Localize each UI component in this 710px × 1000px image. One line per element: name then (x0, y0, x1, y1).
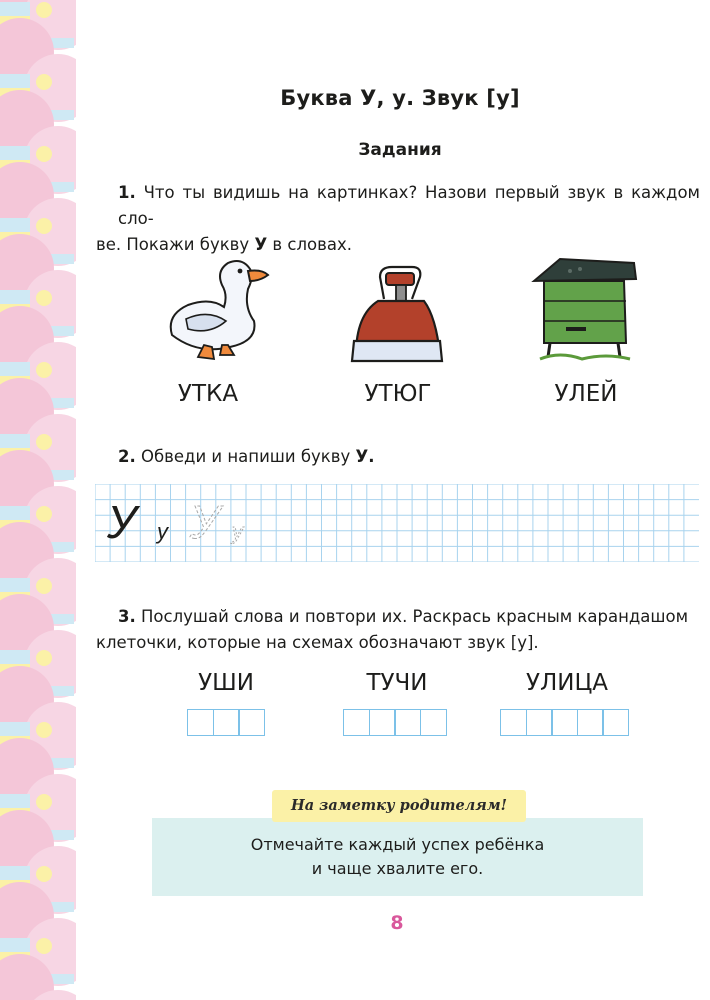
scheme-cell[interactable] (238, 709, 265, 736)
task-2-letter: У. (355, 447, 375, 466)
scheme-cell[interactable] (369, 709, 396, 736)
parent-note-line-2: и чаще хвалите его. (311, 859, 484, 878)
task-1-text (96, 180, 700, 258)
page-subtitle: Задания (358, 140, 442, 160)
scheme-cell[interactable] (551, 709, 578, 736)
beehive-icon (530, 255, 638, 367)
task-2-number: 2. (118, 447, 136, 466)
task-3-text (96, 604, 700, 656)
parent-note-line-1: Отмечайте каждый успех ребёнка (250, 835, 545, 854)
picture-label-beehive: УЛЕЙ (554, 381, 618, 407)
scheme-cell[interactable] (187, 709, 214, 736)
scheme-cell[interactable] (420, 709, 447, 736)
scheme-word-2: ТУЧИ (366, 670, 428, 696)
page-number: 8 (390, 912, 404, 934)
trace-letter-upper[interactable]: У (190, 496, 220, 548)
scheme-cell[interactable] (500, 709, 527, 736)
scheme-cell[interactable] (526, 709, 553, 736)
decorative-border (0, 0, 76, 1000)
task-2-line: Обведи и напиши букву (141, 447, 351, 466)
task-3-line-a: Послушай слова и повтори их. Раскрась красным карандашом (141, 607, 689, 626)
task-1-number: 1. (118, 183, 136, 202)
scheme-cell[interactable] (343, 709, 370, 736)
scheme-word-1: УШИ (198, 670, 254, 696)
sound-scheme-2 (343, 709, 447, 735)
task-1-line-c: в словах. (272, 235, 352, 254)
sample-letter-lower: у (157, 519, 168, 544)
sample-letter-upper: У (107, 496, 137, 548)
writing-grid[interactable] (95, 484, 699, 562)
task-1-letter: У (254, 235, 268, 254)
task-3-line-b: клеточки, которые на схемах обозначают звук [у]. (96, 633, 539, 652)
trace-letter-lower[interactable]: у (232, 519, 243, 544)
page-title: Буква У, у. Звук [у] (280, 86, 520, 110)
sound-scheme-3 (500, 709, 629, 735)
scheme-cell[interactable] (602, 709, 629, 736)
parent-note-label: На заметку родителям! (272, 790, 526, 822)
scheme-cell[interactable] (577, 709, 604, 736)
task-3-number: 3. (118, 607, 136, 626)
scheme-word-3: УЛИЦА (525, 670, 609, 696)
duck-icon (158, 255, 270, 365)
task-2-text (96, 444, 700, 470)
scheme-cell[interactable] (213, 709, 240, 736)
sound-scheme-1 (187, 709, 265, 735)
picture-label-duck: УТКА (177, 381, 239, 407)
iron-icon (350, 263, 444, 367)
picture-label-iron: УТЮГ (364, 381, 432, 407)
task-1-line-a: Что ты видишь на картинках? Назови первый звук в каждом сло- (118, 183, 700, 228)
scheme-cell[interactable] (394, 709, 421, 736)
writing-grid-lines (95, 484, 699, 562)
task-1-line-b: ве. Покажи букву (96, 235, 250, 254)
parent-note-text (152, 833, 643, 881)
border-pattern (0, 0, 76, 1000)
